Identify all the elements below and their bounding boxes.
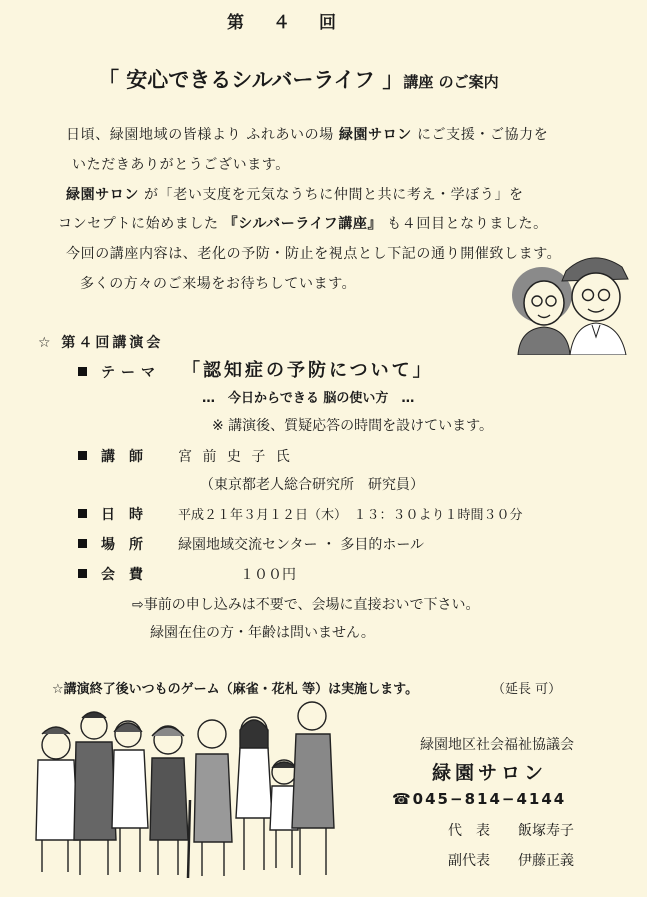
datetime-value: 平成２１年３月１２日（木） １３：３０より１時間３０分 — [178, 508, 523, 523]
representative-name: 飯塚寿子 — [518, 823, 574, 839]
theme-note: ※ 講演後、質疑応答の時間を設けています。 — [212, 418, 494, 434]
bullet-square-icon — [78, 451, 87, 460]
bullet-square-icon — [78, 509, 87, 518]
place-row: 場 所 — [78, 534, 143, 554]
vice-representative-label: 副代表 — [448, 853, 490, 869]
intro-line-5: 今回の講座内容は、老化の予防・防止を視点とし下記の通り開催致します。 — [66, 246, 562, 262]
round-heading: 第 ４ 回 — [227, 13, 342, 33]
organizer-council: 緑園地区社会福祉協議会 — [420, 737, 574, 753]
after-lecture-note: ☆講演終了後いつものゲーム（麻雀・花札 等）は実施します。 — [52, 682, 419, 697]
fee-value: １００円 — [240, 567, 296, 583]
lecturer-row: 講 師 — [78, 446, 143, 466]
title-suffix: 講座 のご案内 — [403, 73, 499, 91]
theme-value: 「認知症の予防について」 — [182, 360, 434, 381]
vice-representative-name: 伊藤正義 — [518, 853, 574, 869]
page-title — [98, 64, 499, 94]
theme-sub: … 今日からできる 脳の使い方 … — [202, 391, 415, 406]
representative-label: 代 表 — [448, 823, 490, 839]
organizer-salon: 緑園サロン — [432, 762, 548, 784]
intro-line-3: 緑園サロン が「老い支度を元気なうちに仲間と共に考え・学ぼう」を — [66, 187, 524, 203]
bullet-square-icon — [78, 539, 87, 548]
intro-line-4: コンセプトに始めました 『シルバーライフ講座』 も４回目となりました。 — [58, 216, 548, 232]
event-section-title: ☆ 第４回講演会 — [38, 335, 164, 351]
intro-line-2: いただきありがとうございます。 — [72, 157, 290, 173]
extend-note: （延長 可） — [492, 682, 562, 697]
lecturer-org: （東京都老人総合研究所 研究員） — [200, 477, 424, 493]
elderly-couple-illustration — [500, 245, 635, 355]
lecturer-value: 宮 前 史 子 氏 — [178, 449, 293, 465]
intro-line-1: 日頃、緑園地域の皆様より ふれあいの場 緑園サロン にご支援・ご協力を — [66, 127, 549, 143]
bullet-square-icon — [78, 367, 87, 376]
organizer-phone: ☎045−814−4144 — [392, 790, 567, 808]
title-main: 「 安心できるシルバーライフ 」 — [98, 68, 404, 92]
fee-row: 会 費 — [78, 564, 143, 584]
place-value: 緑園地域交流センター ・ 多目的ホール — [178, 537, 425, 553]
note-registration: ⇨事前の申し込みは不要で、会場に直接おいで下さい。 — [132, 597, 480, 613]
theme-row: テーマ — [78, 362, 161, 382]
note-eligibility: 緑園在住の方・年齢は問いません。 — [150, 625, 375, 641]
datetime-row: 日 時 — [78, 504, 143, 524]
bullet-square-icon — [78, 569, 87, 578]
intro-line-6: 多くの方々のご来場をお待ちしています。 — [80, 276, 357, 292]
community-group-illustration — [28, 700, 348, 885]
